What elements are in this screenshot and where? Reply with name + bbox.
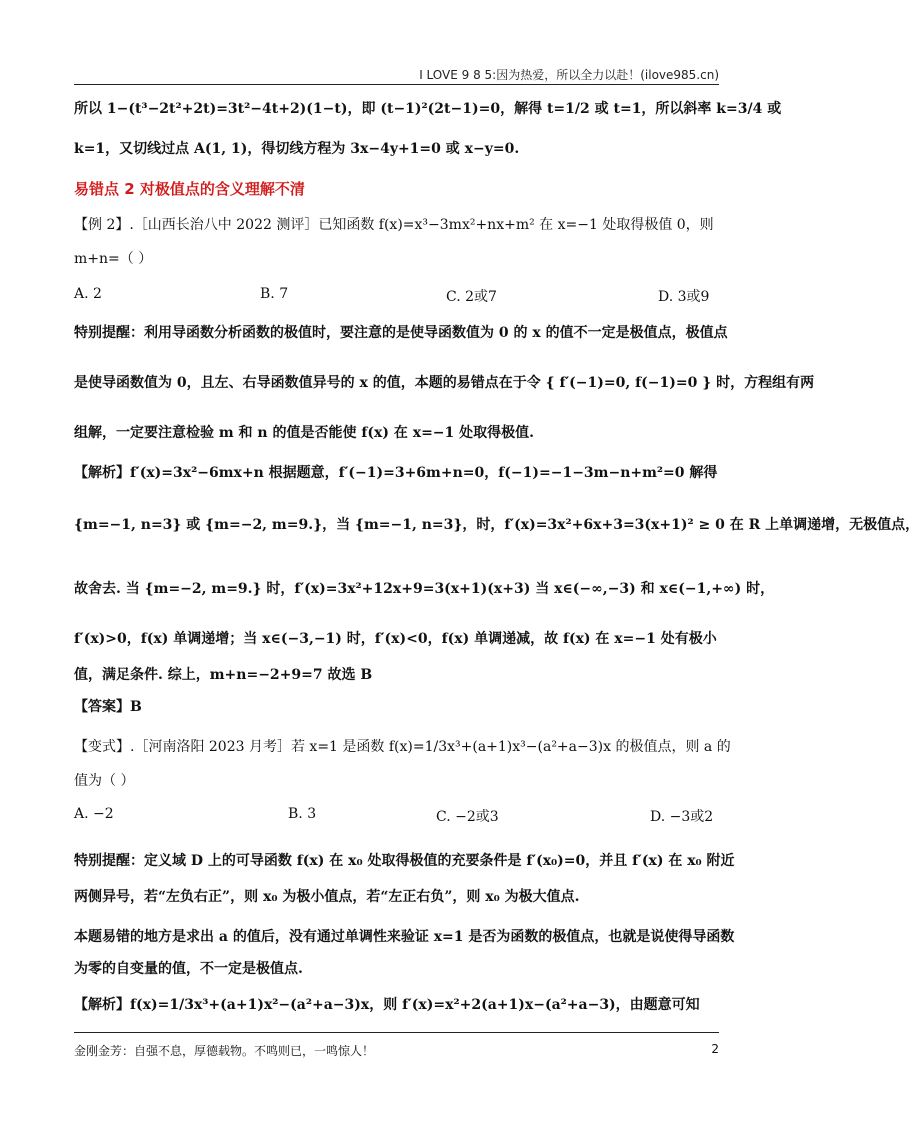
page-header: I LOVE 9 8 5:因为热爱，所以全力以赴！(ilove985.cn)	[419, 68, 719, 82]
option-d: D. −3或2	[650, 809, 714, 825]
tip-line-1: 特别提醒：利用导函数分析函数的极值时，要注意的是使导函数值为 0 的 x 的值不一定是极值点，极值点	[74, 325, 728, 341]
page-footer: 金刚金芳：自强不息，厚德载物。不鸣则已，一鸣惊人！	[74, 1044, 375, 1058]
variant-tip-line-1: 特别提醒：定义域 D 上的可导函数 f(x) 在 x₀ 处取得极值的充要条件是 f′(x₀)=0，并且 f′(x) 在 x₀ 附近	[74, 853, 735, 869]
option-c: C. 2或7	[446, 289, 497, 305]
text-line-2: k=1，又切线过点 A(1, 1)，得切线方程为 3x−4y+1=0 或 x−y=0.	[74, 141, 520, 157]
variant-tip-line-3: 本题易错的地方是求出 a 的值后，没有通过单调性来验证 x=1 是否为函数的极值点，也就是说使得导函数	[74, 929, 735, 945]
footer-divider	[74, 1032, 719, 1033]
option-d: D. 3或9	[658, 289, 710, 305]
option-a: A. −2	[74, 806, 114, 822]
tip-line-3: 组解，一定要注意检验 m 和 n 的值是否能使 f(x) 在 x=−1 处取得极值.	[74, 425, 535, 441]
answer-line: 【答案】B	[74, 699, 142, 715]
solution-line-3: 故舍去. 当 {m=−2, m=9.} 时，f′(x)=3x²+12x+9=3(x+1)(x+3) 当 x∈(−∞,−3) 和 x∈(−1,+∞) 时，	[74, 581, 775, 597]
option-a: A. 2	[74, 286, 102, 302]
option-b: B. 3	[288, 806, 317, 822]
page-number: 2	[711, 1042, 719, 1056]
solution-line-5: 值，满足条件. 综上，m+n=−2+9=7 故选 B	[74, 667, 373, 683]
header-divider	[74, 84, 719, 85]
tip-line-2: 是使导函数值为 0，且左、右导函数值异号的 x 的值，本题的易错点在于令 { f′(−1)=0, f(−1)=0 } 时，方程组有两	[74, 375, 815, 391]
text-line-1: 所以 1−(t³−2t²+2t)=3t²−4t+2)(1−t)，即 (t−1)²(2t−1)=0，解得 t=1/2 或 t=1，所以斜率 k=3/4 或	[74, 101, 782, 117]
example-2-question: 【例 2】.［山西长治八中 2022 测评］已知函数 f(x)=x³−3mx²+nx+m² 在 x=−1 处取得极值 0，则	[74, 217, 714, 233]
variant-question-cont: 值为（ ）	[74, 773, 135, 789]
solution-line-2: {m=−1, n=3} 或 {m=−2, m=9.}，当 {m=−1, n=3}，时，f′(x)=3x²+6x+3=3(x+1)² ≥ 0 在 R 上单调递增，无极值点，	[74, 517, 919, 533]
solution-line-4: f′(x)>0，f(x) 单调递增；当 x∈(−3,−1) 时，f′(x)<0，f(x) 单调递减，故 f(x) 在 x=−1 处有极小	[74, 631, 717, 647]
section-title: 易错点 2 对极值点的含义理解不清	[74, 180, 305, 198]
variant-tip-line-2: 两侧异号，若“左负右正”，则 x₀ 为极小值点，若“左正右负”，则 x₀ 为极大值点.	[74, 889, 580, 905]
variant-question: 【变式】.［河南洛阳 2023 月考］若 x=1 是函数 f(x)=1/3x³+(a+1)x³−(a²+a−3)x 的极值点，则 a 的	[74, 739, 731, 755]
variant-tip-line-4: 为零的自变量的值，不一定是极值点.	[74, 961, 303, 977]
option-c: C. −2或3	[436, 809, 499, 825]
option-b: B. 7	[260, 286, 289, 302]
variant-solution-line-1: 【解析】f(x)=1/3x³+(a+1)x²−(a²+a−3)x，则 f′(x)=x²+2(a+1)x−(a²+a−3)，由题意可知	[74, 997, 700, 1013]
example-2-question-cont: m+n=（ ）	[74, 251, 153, 267]
solution-line-1: 【解析】f′(x)=3x²−6mx+n 根据题意，f′(−1)=3+6m+n=0，f(−1)=−1−3m−n+m²=0 解得	[74, 465, 718, 481]
